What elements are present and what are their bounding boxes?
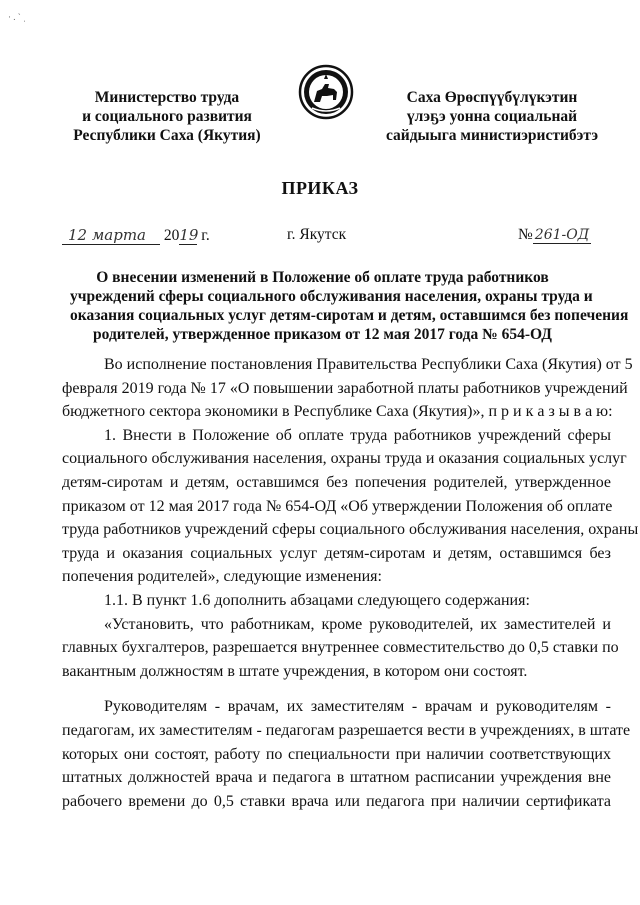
paragraph-quote-2: [62, 695, 631, 813]
ministry-line: үлэҕэ уонна социальнай: [406, 108, 578, 125]
order-body: [62, 353, 639, 813]
handwritten-number: 261-ОД: [534, 227, 590, 243]
text-line: социального обслуживания населения, охраны труда и оказания социальных услуг: [62, 450, 627, 468]
text-line: февраля 2019 года № 17 «О повышении заработной платы работников учреждений: [62, 379, 628, 397]
order-number: [518, 226, 591, 244]
year-suffix: г.: [201, 227, 210, 244]
order-subject: [70, 268, 629, 344]
subject-line: родителей, утвержденное приказом от 12 мая 2017 года № 654-ОД: [93, 326, 552, 343]
number-sign: №: [518, 226, 533, 243]
subject-line: оказания социальных услуг детям-сиротам и детям, оставшимся без попечения: [70, 307, 629, 324]
paragraph-item-1: [62, 424, 639, 589]
ministry-line: сайдыыга министиэристибэтэ: [385, 127, 599, 144]
ministry-line: Саха Өрөспүүбүлүкэтин: [406, 89, 578, 106]
ministry-line: Министерство труда: [94, 89, 240, 106]
text-line: которых они состоят, работу по специальности при наличии соответствующих: [62, 745, 611, 763]
scan-marks: · . ˋ ˌ: [8, 12, 26, 22]
text-line: вакантным должностям в штате учреждения, в котором они состоят.: [62, 662, 528, 680]
document-title: ПРИКАЗ: [281, 178, 359, 198]
text-line: 1.1. В пункт 1.6 дополнить абзацами следующего содержания:: [104, 591, 530, 609]
text-line: 1. Внести в Положение об оплате труда работников учреждений сферы: [104, 426, 611, 444]
text-line: бюджетного сектора экономики в Республике Саха (Якутия)», п р и к а з ы в а ю:: [62, 403, 613, 421]
ministry-line: Республики Саха (Якутия): [73, 127, 261, 144]
ministry-name-yakut: [372, 88, 612, 145]
city: г. Якутск: [287, 226, 347, 243]
year-prefix: 20: [163, 227, 180, 244]
text-line: рабочего времени до 0,5 ставки врача или педагога при наличии сертификата: [62, 792, 611, 810]
text-line: труда и оказания социальных услуг детям-сиротам и детям, оставшимся без: [62, 544, 611, 562]
text-line: попечения родителей», следующие изменения:: [62, 568, 382, 586]
paragraph-quote-1: [62, 613, 619, 684]
text-line: приказом от 12 мая 2017 года № 654-ОД «Об утверждении Положения об оплате: [62, 497, 613, 515]
handwritten-date: 12 марта: [62, 226, 160, 245]
text-line: Руководителям - врачам, их заместителям - врачам и руководителям -: [104, 698, 611, 716]
text-line: «Установить, что работникам, кроме руководителей, их заместителей и: [104, 615, 611, 633]
text-line: Во исполнение постановления Правительства Республики Саха (Якутия) от 5: [104, 356, 633, 373]
subject-line: учреждений сферы социального обслуживания населения, охраны труда и: [70, 288, 593, 305]
ministry-name-russian: [62, 88, 272, 145]
text-line: штатных должностей врача и педагога в штатном расписании учреждения вне: [62, 769, 611, 787]
text-line: детям-сиротам и детям, оставшимся без попечения родителей, утвержденное: [62, 473, 611, 491]
subject-line: О внесении изменений в Положение об оплате труда работников: [96, 269, 549, 286]
order-date: [62, 226, 210, 245]
text-line: педагогам, их заместителям - педагогам разрешается вести в учреждениях, в штате: [62, 721, 631, 739]
text-line: главных бухгалтеров, разрешается внутреннее совместительство до 0,5 ставки по: [62, 639, 619, 657]
paragraph-preamble: [62, 353, 633, 424]
coat-of-arms-emblem: [298, 64, 354, 120]
handwritten-year: 19: [179, 226, 199, 244]
text-line: труда работников учреждений сферы социального обслуживания населения, охраны: [62, 521, 639, 539]
ministry-line: и социального развития: [82, 108, 252, 125]
paragraph-item-1-1: [62, 589, 611, 613]
